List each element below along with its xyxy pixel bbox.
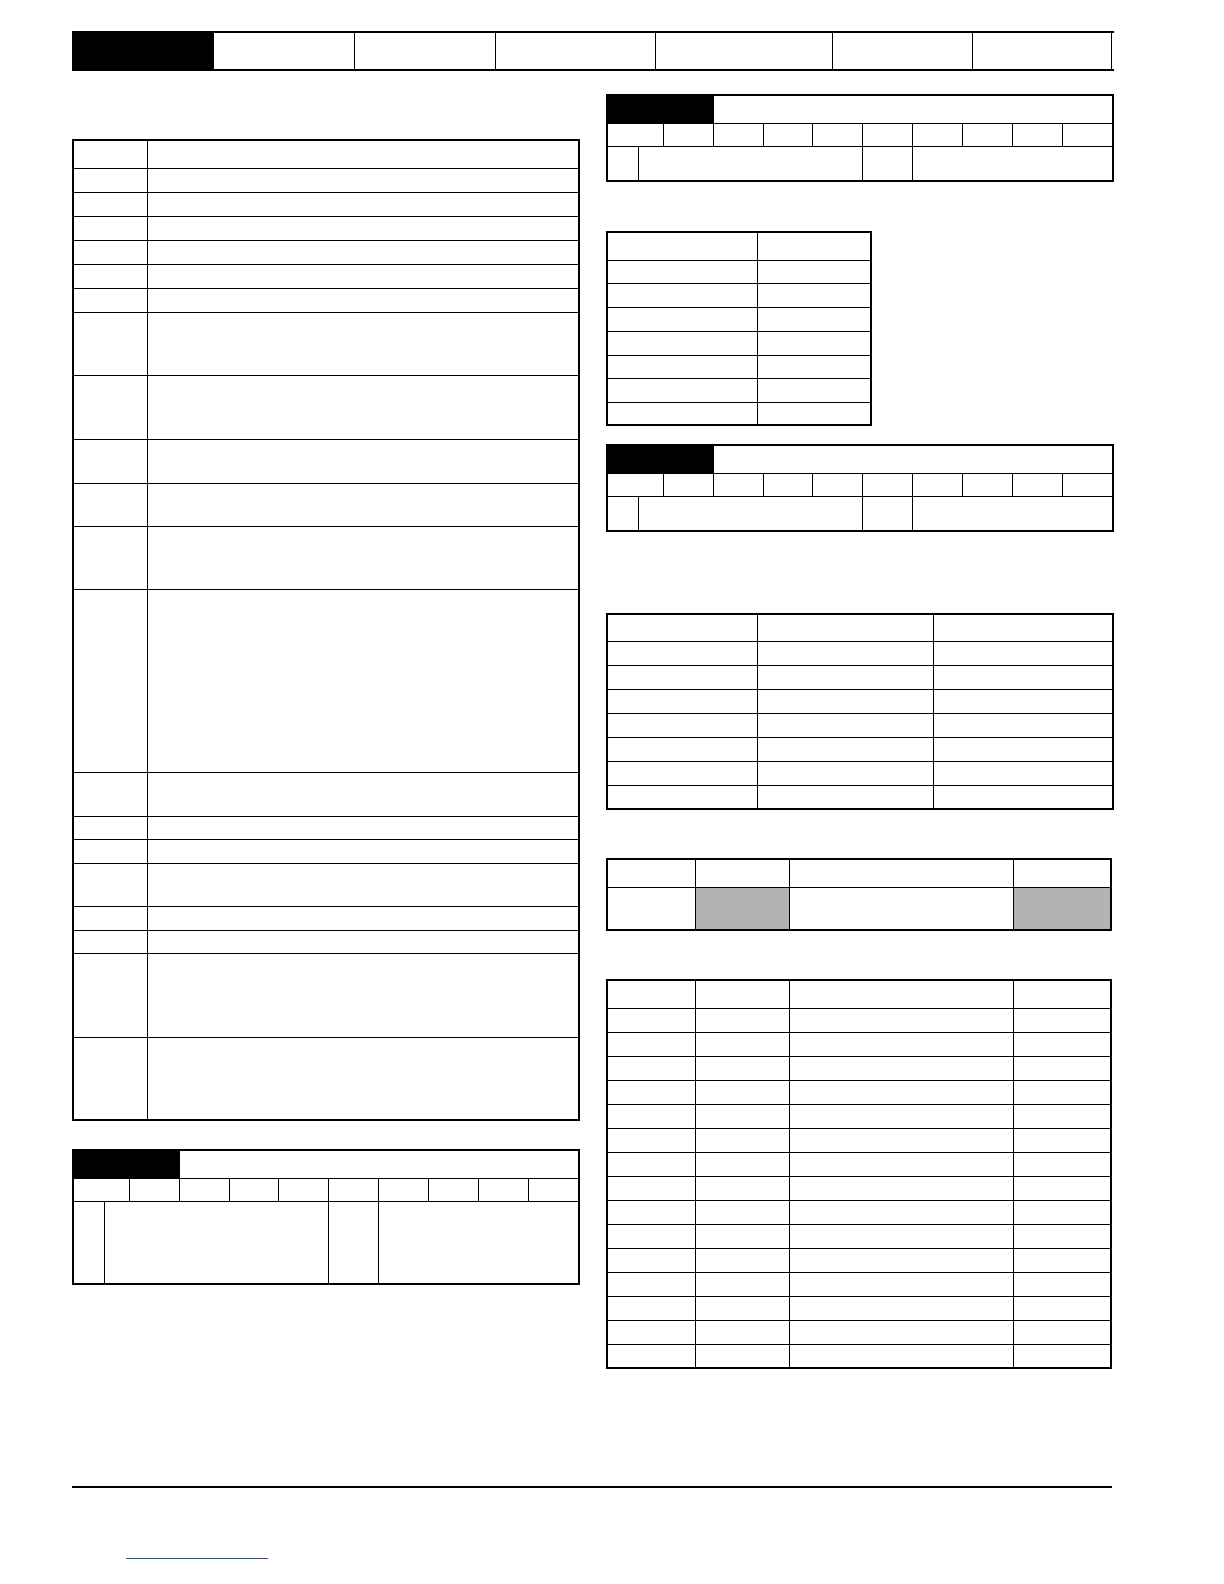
table-row	[607, 761, 1113, 785]
table-row	[73, 772, 579, 816]
table-row	[73, 526, 579, 589]
parameter-box-tag	[73, 1150, 179, 1178]
table-row	[73, 288, 579, 312]
table-row	[607, 355, 871, 378]
table-row	[607, 1152, 1111, 1176]
table-row	[73, 375, 579, 439]
header-tab-4[interactable]	[496, 33, 656, 69]
shaded-cell	[695, 887, 789, 930]
value-table-shaded	[606, 858, 1112, 931]
table-row	[73, 1037, 579, 1120]
table-row	[73, 863, 579, 906]
parameter-box-title	[179, 1150, 579, 1178]
table-row	[607, 1056, 1111, 1080]
header-tab-active[interactable]	[72, 33, 214, 69]
table-row	[607, 1200, 1111, 1224]
table-row	[607, 859, 1111, 887]
table-row	[73, 906, 579, 930]
table-row	[73, 216, 579, 240]
table-row	[607, 713, 1113, 737]
table-row	[73, 930, 579, 953]
shaded-cell	[1013, 887, 1111, 930]
value-table-four-column	[606, 979, 1112, 1369]
table-row	[607, 980, 1111, 1008]
table-row	[607, 1272, 1111, 1296]
table-row	[607, 737, 1113, 761]
table-row	[73, 168, 579, 192]
table-row	[607, 1296, 1111, 1320]
table-row	[607, 232, 871, 260]
header-tab-6[interactable]	[833, 33, 973, 69]
table-row	[607, 785, 1113, 809]
table-row	[607, 402, 871, 425]
table-row	[607, 887, 1111, 930]
parameter-box-title	[713, 95, 1113, 123]
table-row	[607, 1344, 1111, 1368]
header-tab-7[interactable]	[973, 33, 1112, 69]
table-row	[607, 307, 871, 331]
table-row	[607, 283, 871, 307]
table-row	[73, 816, 579, 839]
table-row	[607, 689, 1113, 713]
table-row	[607, 641, 1113, 665]
header-tab-bar	[72, 31, 1114, 71]
value-table-small	[606, 231, 872, 426]
table-row	[607, 1248, 1111, 1272]
parameter-box-title	[713, 445, 1113, 473]
value-table-three-column	[606, 613, 1114, 810]
table-row	[73, 140, 579, 168]
table-row	[73, 953, 579, 1037]
table-row	[607, 1176, 1111, 1200]
table-row	[73, 589, 579, 772]
parameter-box-tag	[607, 95, 713, 123]
table-row	[73, 439, 579, 483]
footer-link[interactable]	[126, 1558, 268, 1559]
table-row	[607, 1080, 1111, 1104]
table-row	[607, 260, 871, 283]
parameter-box-top-right	[606, 94, 1114, 182]
table-row	[73, 839, 579, 863]
table-row	[607, 1320, 1111, 1344]
header-tab-2[interactable]	[214, 33, 355, 69]
table-row	[73, 483, 579, 526]
main-parameter-table	[72, 139, 580, 1121]
table-row	[607, 1128, 1111, 1152]
parameter-box-mid-right	[606, 444, 1114, 532]
header-tab-5[interactable]	[656, 33, 833, 69]
table-row	[73, 312, 579, 375]
table-row	[607, 665, 1113, 689]
table-row	[607, 1224, 1111, 1248]
table-row	[607, 331, 871, 355]
parameter-box-left	[72, 1149, 580, 1285]
footer-rule	[72, 1486, 1112, 1488]
table-row	[607, 1008, 1111, 1032]
table-row	[607, 378, 871, 402]
header-tab-3[interactable]	[355, 33, 496, 69]
table-row	[73, 192, 579, 216]
table-row	[607, 1104, 1111, 1128]
table-row	[607, 1032, 1111, 1056]
parameter-box-tag	[607, 445, 713, 473]
table-row	[607, 614, 1113, 641]
table-row	[73, 240, 579, 264]
table-row	[73, 264, 579, 288]
